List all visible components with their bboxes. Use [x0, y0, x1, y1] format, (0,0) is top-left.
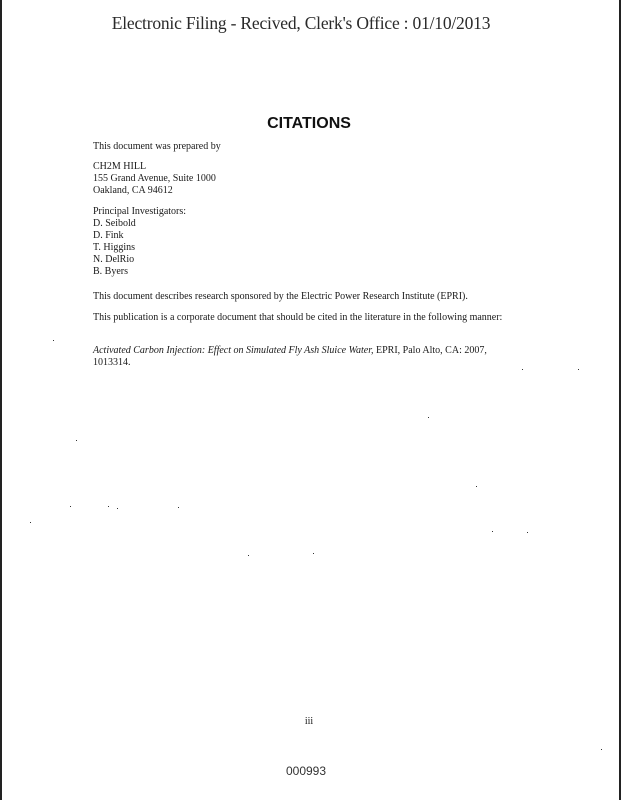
- filing-stamp: Electronic Filing - Recived, Clerk's Office : 01/10/2013: [111, 13, 491, 33]
- publication-statement: This publication is a corporate document that should be cited in the literature in the following manner:: [93, 312, 503, 323]
- scan-speck: [70, 506, 71, 507]
- scan-speck: [601, 749, 602, 750]
- page-number: iii: [304, 716, 314, 727]
- organization-name: CH2M HILL: [93, 161, 147, 172]
- investigators-block: [93, 206, 523, 278]
- scan-speck: [476, 486, 477, 487]
- investigator-name: T. Higgins: [93, 242, 136, 253]
- scan-speck: [313, 553, 314, 554]
- organization-street: 155 Grand Avenue, Suite 1000: [93, 173, 216, 184]
- scan-speck: [108, 506, 109, 507]
- investigator-name: D. Fink: [93, 230, 124, 241]
- scan-speck: [522, 369, 523, 370]
- organization-city: Oakland, CA 94612: [93, 185, 173, 196]
- organization-address: [93, 161, 523, 197]
- citation-title: Activated Carbon Injection: Effect on Simulated Fly Ash Sluice Water,: [93, 345, 374, 356]
- scan-speck: [492, 531, 493, 532]
- page-border-right: [619, 0, 621, 800]
- sponsor-statement: This document describes research sponsored by the Electric Power Research Institute (EPRI).: [93, 291, 468, 302]
- scan-speck: [578, 369, 579, 370]
- investigator-name: D. Seibold: [93, 218, 136, 229]
- scan-speck: [53, 340, 54, 341]
- scan-speck: [76, 440, 77, 441]
- scan-speck: [117, 508, 118, 509]
- investigator-name: B. Byers: [93, 266, 128, 277]
- scan-speck: [527, 532, 528, 533]
- investigators-label: Principal Investigators:: [93, 206, 187, 217]
- page-title: CITATIONS: [267, 115, 351, 132]
- citation-details: EPRI, Palo Alto, CA: 2007, 1013314.: [93, 345, 487, 368]
- citation: [93, 345, 523, 369]
- bates-number: 000993: [285, 764, 327, 778]
- scan-speck: [248, 555, 249, 556]
- prepared-by-text: This document was prepared by: [93, 141, 221, 152]
- scan-speck: [428, 417, 429, 418]
- scan-speck: [30, 522, 31, 523]
- investigator-name: N. DelRio: [93, 254, 135, 265]
- scan-speck: [178, 507, 179, 508]
